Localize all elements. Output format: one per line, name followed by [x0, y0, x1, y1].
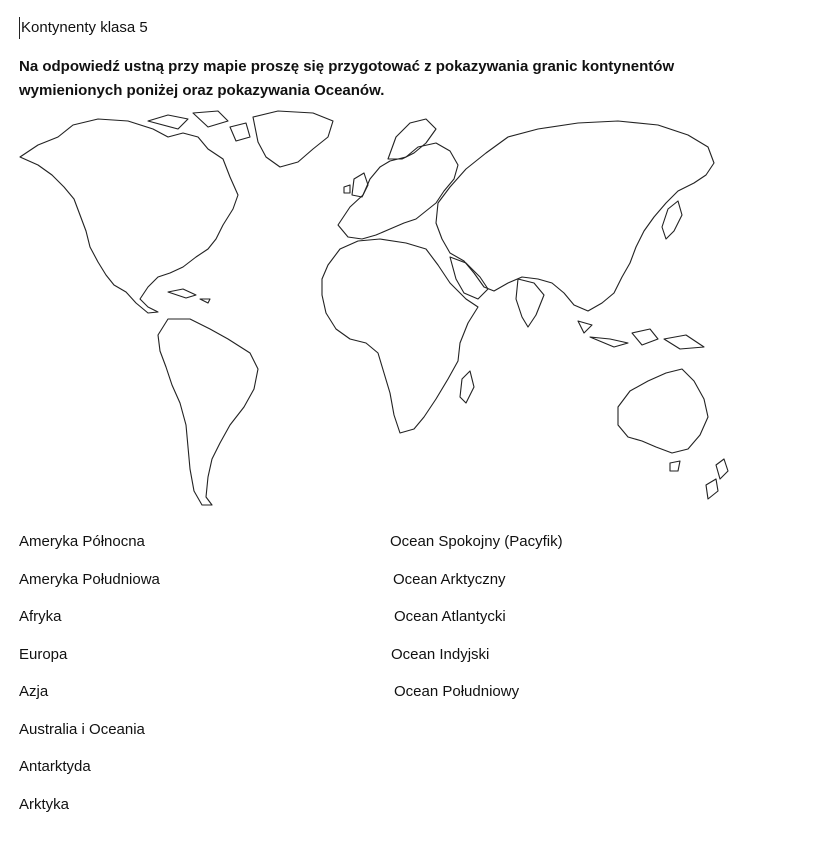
africa-outline [322, 239, 478, 433]
north-america-outline [20, 119, 238, 313]
world-outline-map [18, 107, 778, 512]
greenland-outline [253, 111, 333, 167]
document-title: Kontynenty klasa 5 [19, 17, 148, 39]
asia-outline [436, 121, 714, 311]
europe-outline [338, 143, 458, 239]
continent-item: Ameryka Południowa [19, 571, 160, 588]
ocean-item: Ocean Atlantycki [394, 608, 506, 625]
ocean-item: Ocean Indyjski [391, 646, 490, 663]
continent-item: Antarktyda [19, 758, 91, 775]
ocean-item: Ocean Arktyczny [393, 571, 506, 588]
caribbean-outline [168, 289, 210, 303]
india-outline [516, 279, 544, 327]
british-isles-outline [344, 173, 368, 197]
indonesia-outline [578, 321, 704, 349]
continent-item: Europa [19, 646, 68, 663]
ocean-item: Ocean Spokojny (Pacyfik) [390, 533, 563, 550]
madagascar-outline [460, 371, 474, 403]
ocean-item: Ocean Południowy [394, 683, 520, 700]
tasmania-outline [670, 461, 680, 471]
south-america-outline [158, 319, 258, 505]
australia-outline [618, 369, 708, 453]
continent-item: Afryka [19, 608, 62, 625]
continent-item: Arktyka [19, 796, 70, 813]
arabia-outline [450, 257, 488, 299]
scandinavia-outline [388, 119, 436, 159]
continent-item: Ameryka Północna [19, 533, 145, 550]
new-zealand-outline [706, 459, 728, 499]
japan-outline [662, 201, 682, 239]
continent-item: Azja [19, 683, 49, 700]
continent-item: Australia i Oceania [19, 721, 145, 738]
instructions-text: Na odpowiedź ustną przy mapie proszę się przygotować z pokazywania granic kontynentów wymienionych poniżej oraz pokazywania Oceanów. [19, 58, 675, 99]
arctic-islands-outline [148, 111, 250, 141]
